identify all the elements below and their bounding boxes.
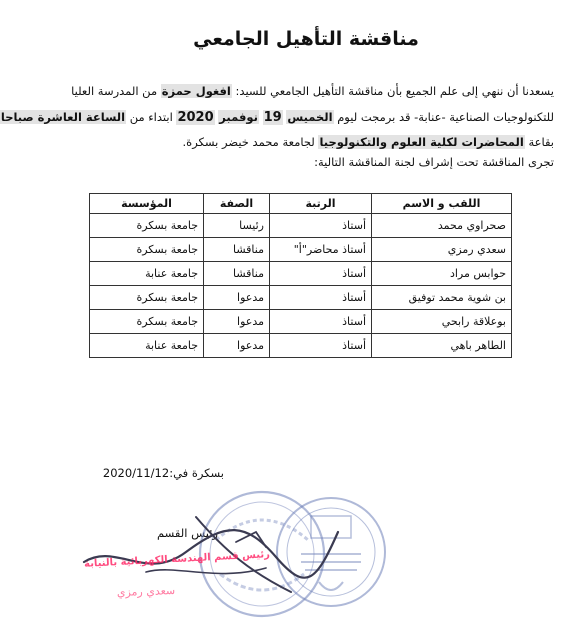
intro-text: للتكنولوجيات الصناعية -عنابة- قد برمجت ليوم [337,110,554,124]
table-row [90,334,512,358]
member-name: صحراوي محمد [372,214,512,238]
candidate-name: افغول حمزة [161,84,231,98]
intro-text: ابتداء من [129,110,173,124]
member-role: مدعوا [204,286,270,310]
member-institution: جامعة بسكرة [90,238,204,262]
member-name: سعدي رمزي [372,238,512,262]
member-institution: جامعة عنابة [90,262,204,286]
head-of-department-title: رئيس القسم [157,526,218,540]
member-rank: أستاذ [270,334,372,358]
document-title: مناقشة التأهيل الجامعي [193,28,419,50]
intro-text: لجامعة محمد خيضر بسكرة. [182,135,315,149]
member-role: مدعوا [204,310,270,334]
member-rank: أستاذ [270,214,372,238]
member-rank: أستاذ محاضر"أ" [270,238,372,262]
member-institution: جامعة بسكرة [90,214,204,238]
intro-text: يسعدنا أن ننهي إلى علم الجميع بأن مناقشة التأهيل الجامعي للسيد: [235,84,554,98]
table-header-row [90,194,512,214]
table-row [90,214,512,238]
defense-time: الساعة العاشرة صباحا [0,110,126,124]
intro-line-3 [54,137,554,149]
member-rank: أستاذ [270,310,372,334]
member-role: مدعوا [204,334,270,358]
defense-day: الخميس [287,110,333,124]
defense-venue: المحاضرات لكلية العلوم والتكنولوجيا [319,135,524,149]
member-role: مناقشا [204,262,270,286]
member-institution: جامعة بسكرة [90,310,204,334]
intro-text: من المدرسة العليا [71,84,158,98]
member-name: بوعلاقة رابحي [372,310,512,334]
intro-text: بقاعة [528,135,554,149]
table-row [90,262,512,286]
member-role: مناقشا [204,238,270,262]
header-rank: الرتبة [270,194,372,214]
table-row [90,238,512,262]
defense-date-day: 19 [263,110,282,125]
member-institution: جامعة عنابة [90,334,204,358]
member-name: الطاهر باهي [372,334,512,358]
header-role: الصفة [204,194,270,214]
member-rank: أستاذ [270,286,372,310]
header-name: اللقب و الاسم [372,194,512,214]
member-name: حوابس مراد [372,262,512,286]
document-date: بسكرة في:2020/11/12 [102,466,224,480]
department-stamp-text: رئيس قسم الهندسة الكهربائية بالنيابة [83,549,271,570]
intro-line-2 [0,110,554,125]
member-institution: جامعة بسكرة [90,286,204,310]
member-name: بن شوية محمد توفيق [372,286,512,310]
intro-line-1 [54,86,554,98]
table-row [90,310,512,334]
table-row [90,286,512,310]
stamp-signatory-name: سعدي رمزي [116,583,176,600]
defense-date-month: نوفمبر [219,110,258,124]
university-seal [176,470,336,620]
header-institution: المؤسسة [90,194,204,214]
member-role: رئيسا [204,214,270,238]
defense-date-year: 2020 [177,110,214,125]
member-rank: أستاذ [270,262,372,286]
committee-table [89,193,512,358]
department-seal [271,494,391,610]
committee-intro: تجرى المناقشة تحت إشراف لجنة المناقشة التالية: [314,155,554,169]
